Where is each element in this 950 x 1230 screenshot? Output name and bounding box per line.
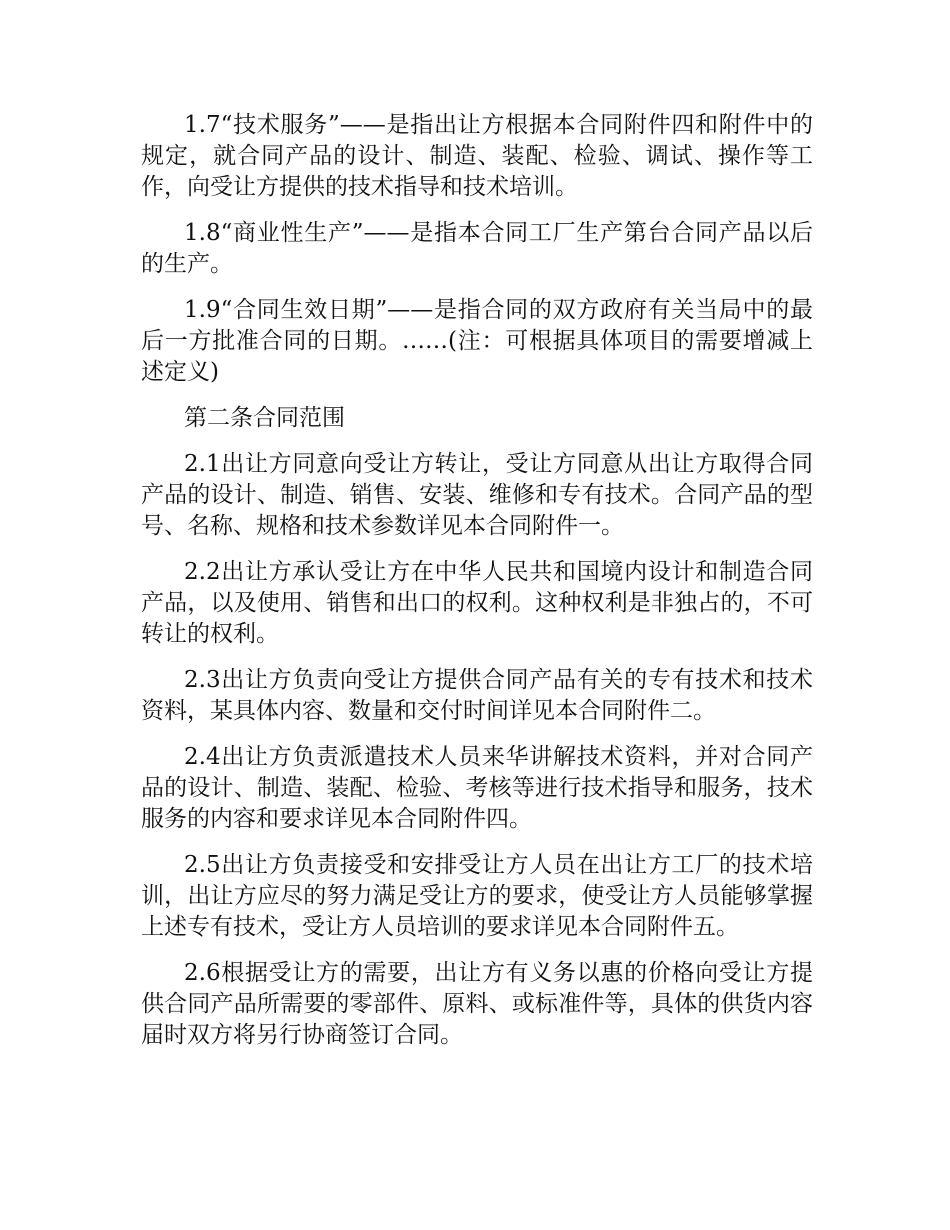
clause-2-1: 2.1出让方同意向受让方转让，受让方同意从出让方取得合同产品的设计、制造、销售、安装、维修和专有技术。合同产品的型号、名称、规格和技术参数详见本合同附件一。 [141, 451, 813, 539]
clause-1-8: 1.8“商业性生产”——是指本合同工厂生产第台合同产品以后的生产。 [141, 220, 813, 277]
clause-2-3: 2.3出让方负责向受让方提供合同产品有关的专有技术和技术资料，某具体内容、数量和交付时间详见本合同附件二。 [141, 667, 813, 724]
clause-1-9: 1.9“合同生效日期”——是指合同的双方政府有关当局中的最后一方批准合同的日期。……(注：可根据具体项目的需要增减上述定义) [141, 297, 813, 385]
section-heading-contract-scope: 第二条合同范围 [184, 405, 345, 431]
clause-2-5: 2.5出让方负责接受和安排受让方人员在出让方工厂的技术培训，出让方应尽的努力满足受让方的要求，使受让方人员能够掌握上述专有技术，受让方人员培训的要求详见本合同附件五。 [141, 852, 813, 940]
clause-1-7: 1.7“技术服务”——是指出让方根据本合同附件四和附件中的规定，就合同产品的设计、制造、装配、检验、调试、操作等工作，向受让方提供的技术指导和技术培训。 [141, 112, 813, 200]
document-body [141, 110, 813, 1066]
clause-2-2: 2.2出让方承认受让方在中华人民共和国境内设计和制造合同产品，以及使用、销售和出口的权利。这种权利是非独占的，不可转让的权利。 [141, 559, 813, 647]
clause-2-4: 2.4出让方负责派遣技术人员来华讲解技术资料，并对合同产品的设计、制造、装配、检验、考核等进行技术指导和服务，技术服务的内容和要求详见本合同附件四。 [141, 744, 813, 832]
clause-2-6: 2.6根据受让方的需要，出让方有义务以惠的价格向受让方提供合同产品所需要的零部件、原料、或标准件等，具体的供货内容届时双方将另行协商签订合同。 [141, 960, 813, 1048]
